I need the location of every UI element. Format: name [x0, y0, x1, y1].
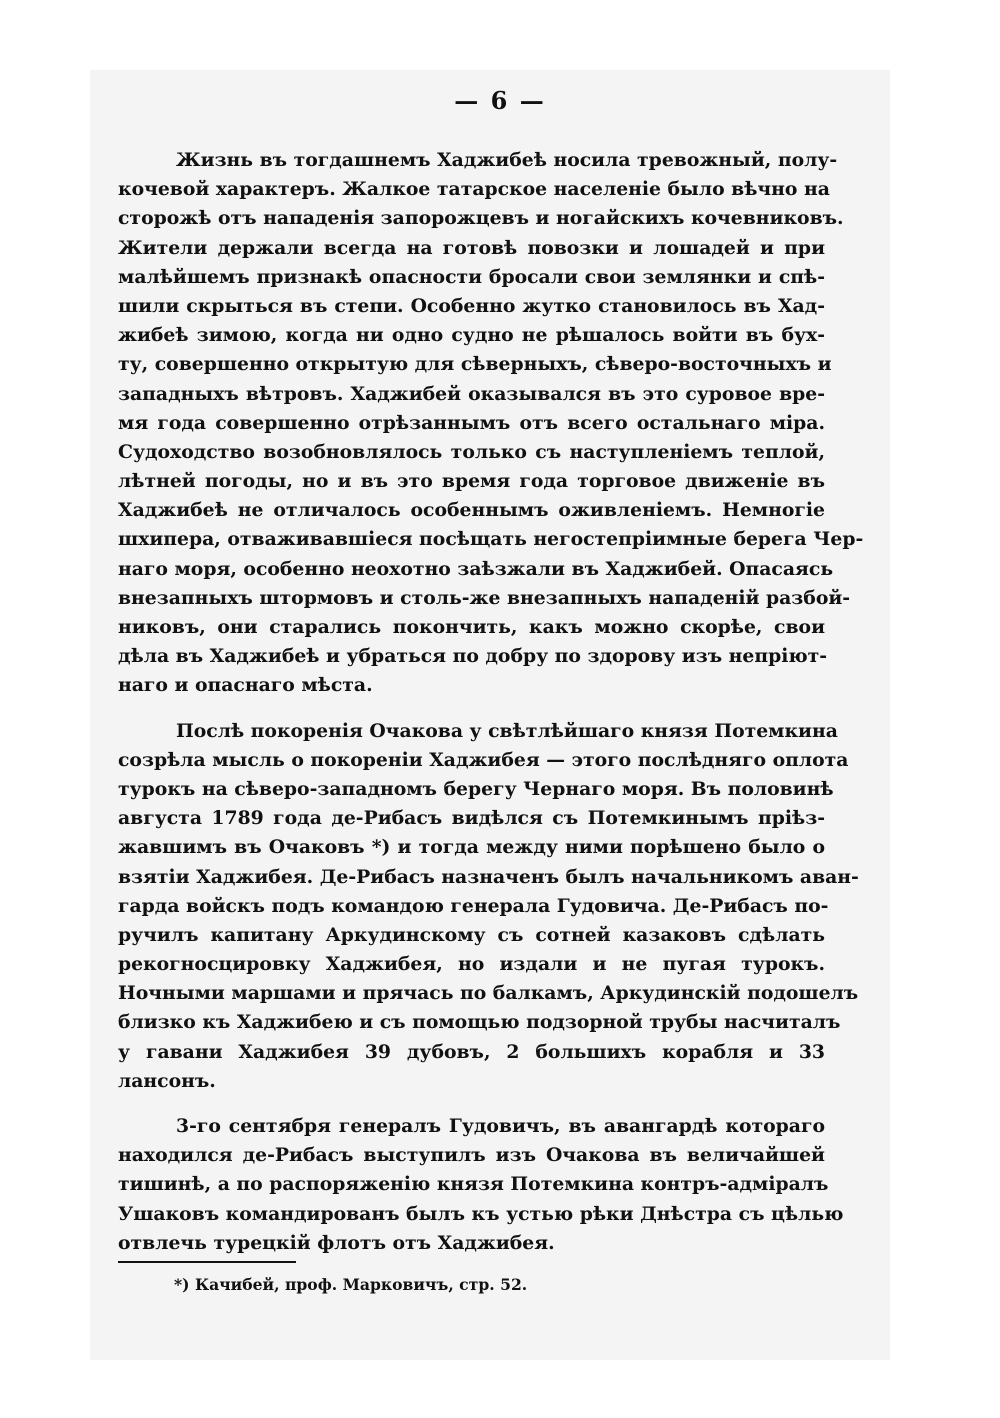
text-line: августа 1789 года де-Рибасъ видѣлся съ Потемкинымъ пріѣз-	[118, 807, 825, 830]
text-line: Ночными маршами и прячась по балкамъ, Аркудинскій подошелъ	[118, 982, 859, 1005]
text-line: жибеѣ зимою, когда ни одно судно не рѣшалось войти въ бух-	[118, 324, 825, 347]
text-line: мя года совершенно отрѣзаннымъ отъ всего остальнаго міра.	[118, 411, 825, 434]
text-line: лѣтней погоды, но и въ это время года торговое движеніе въ	[118, 470, 825, 493]
paragraph-gap	[118, 1096, 825, 1112]
paragraph-2	[118, 717, 859, 1096]
text-line: наго и опаснаго мѣста.	[118, 674, 373, 697]
footnote-rule	[118, 1261, 296, 1263]
text-line: ручилъ капитану Аркудинскому съ сотней казаковъ сдѣлать	[118, 923, 825, 946]
text-line: Хаджибеѣ не отличалось особеннымъ оживленіемъ. Немногіе	[118, 499, 825, 522]
paragraph-gap	[118, 701, 825, 717]
text-line: малѣйшемъ признакѣ опасности бросали свои землянки и спѣ-	[118, 265, 825, 288]
text-line: близко къ Хаджибею и съ помощью подзорной трубы насчиталъ	[118, 1011, 841, 1034]
text-line: Послѣ покоренія Очакова у свѣтлѣйшаго князя Потемкина	[176, 719, 838, 742]
text-line: Жители держали всегда на готовѣ повозки и лошадей и при	[118, 236, 825, 259]
text-line: наго моря, особенно неохотно заѣзжали въ Хаджибей. Опасаясь	[118, 557, 834, 580]
text-line: жавшимъ въ Очаковъ *) и тогда между ними порѣшено было о	[118, 836, 825, 859]
text-line: кочевой характеръ. Жалкое татарское населеніе было вѣчно на	[118, 178, 830, 201]
paragraph-3	[118, 1112, 844, 1258]
text-line: Ушаковъ командированъ былъ къ устью рѣки Днѣстра съ цѣлью	[118, 1202, 844, 1225]
text-line: рекогносцировку Хаджибея, но издали и не пугая турокъ.	[118, 953, 825, 976]
body-text	[118, 146, 864, 1258]
paragraph-1	[118, 146, 864, 701]
text-line: Судоходство возобновлялось только съ наступленіемъ теплой,	[118, 440, 825, 463]
text-line: у гавани Хаджибея 39 дубовъ, 2 большихъ корабля и 33	[118, 1040, 825, 1063]
text-line: созрѣла мысль о покореніи Хаджибея — этого послѣдняго оплота	[118, 748, 849, 771]
text-line: отвлечь турецкій флотъ отъ Хаджибея.	[118, 1231, 555, 1254]
text-line: никовъ, они старались покончить, какъ можно скорѣе, свои	[118, 616, 825, 638]
text-line: сторожѣ отъ нападенія запорожцевъ и ногайскихъ кочевниковъ.	[118, 207, 844, 230]
footnote: *) Качибей, проф. Марковичъ, стр. 52.	[174, 1275, 528, 1294]
text-line: взятіи Хаджибея. Де-Рибасъ назначенъ былъ начальникомъ аван-	[118, 865, 859, 888]
text-line: 3-го сентября генералъ Гудовичъ, въ авангардѣ котораго	[176, 1115, 825, 1137]
text-line: тишинѣ, а по распоряженію князя Потемкина контръ-адміралъ	[118, 1173, 829, 1196]
text-line: турокъ на сѣверо-западномъ берегу Чернаго моря. Въ половинѣ	[118, 777, 834, 800]
text-line: западныхъ вѣтровъ. Хаджибей оказывался въ это суровое вре-	[118, 382, 825, 405]
text-line: лансонъ.	[118, 1069, 216, 1092]
text-line: Жизнь въ тогдашнемъ Хаджибеѣ носила тревожный, полу-	[176, 149, 838, 171]
page-number: — 6 —	[454, 86, 546, 115]
text-line: дѣла въ Хаджибеѣ и убраться по добру по здорову изъ непріют-	[118, 645, 828, 668]
text-line: шили скрыться въ степи. Особенно жутко становилось въ Хад-	[118, 294, 825, 317]
text-line: внезапныхъ штормовъ и столь-же внезапныхъ нападеній разбой-	[118, 586, 851, 609]
text-line: шхипера, отваживавшіеся посѣщать негостепріимные берега Чер-	[118, 528, 864, 551]
text-line: гарда войскъ подъ командою генерала Гудовича. Де-Рибасъ по-	[118, 894, 829, 917]
text-line: находился де-Рибасъ выступилъ изъ Очакова въ величайшей	[118, 1144, 825, 1167]
text-line: ту, совершенно открытую для сѣверныхъ, сѣверо-восточныхъ и	[118, 353, 832, 376]
